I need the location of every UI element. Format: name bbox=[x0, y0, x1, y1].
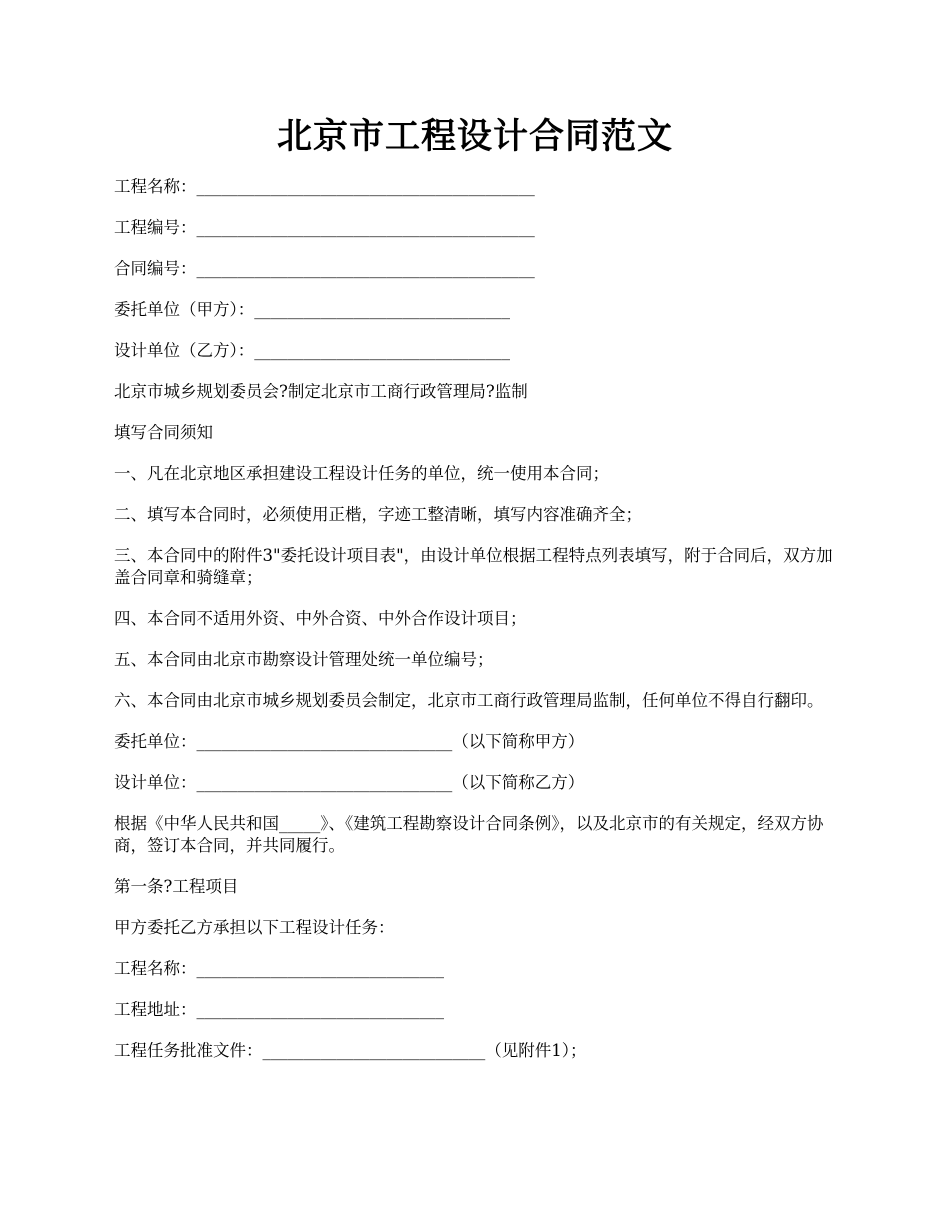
issuer-line: 北京市城乡规划委员会?制定北京市工商行政管理局?监制 bbox=[114, 382, 528, 401]
article-1-intro: 甲方委托乙方承担以下工程设计任务： bbox=[114, 918, 395, 937]
notice-item: 三、本合同中的附件3"委托设计项目表"，由设计单位根据工程特点列表填写，附于合同后，双方加盖合同章和骑缝章； bbox=[114, 546, 833, 587]
notice-item: 四、本合同不适用外资、中外合资、中外合作设计项目； bbox=[114, 609, 527, 628]
notice-heading: 填写合同须知 bbox=[114, 423, 213, 442]
contract-basis: 根据《中华人民共和国_____》、《建筑工程勘察设计合同条例》，以及北京市的有关规定，经双方协商，签订本合同，并共同履行。 bbox=[114, 814, 824, 855]
project-number-field: 工程编号：_________________________________________ bbox=[114, 218, 535, 237]
notice-item: 六、本合同由北京市城乡规划委员会制定，北京市工商行政管理局监制，任何单位不得自行翻印。 bbox=[114, 691, 824, 710]
article-1-project-name: 工程名称：______________________________ bbox=[114, 959, 444, 978]
article-1-approval-document: 工程任务批准文件：___________________________（见附件1）； bbox=[114, 1041, 587, 1060]
contract-number-field: 合同编号：_________________________________________ bbox=[114, 259, 535, 278]
notice-item: 五、本合同由北京市勘察设计管理处统一单位编号； bbox=[114, 650, 494, 669]
document-title: 北京市工程设计合同范文 bbox=[276, 116, 673, 157]
design-unit-field: 设计单位（乙方）：_______________________________ bbox=[114, 341, 510, 360]
project-name-field: 工程名称：_________________________________________ bbox=[114, 177, 535, 196]
document-body bbox=[114, 176, 838, 1081]
notice-item: 一、凡在北京地区承担建设工程设计任务的单位，统一使用本合同； bbox=[114, 464, 609, 483]
article-1-heading: 第一条?工程项目 bbox=[114, 877, 239, 896]
client-unit-field: 委托单位（甲方）：_______________________________ bbox=[114, 300, 510, 319]
notice-item: 二、填写本合同时，必须使用正楷，字迹工整清晰，填写内容准确齐全； bbox=[114, 505, 642, 524]
article-1-project-address: 工程地址：______________________________ bbox=[114, 1000, 444, 1019]
client-party-line: 委托单位：_______________________________（以下简称甲方） bbox=[114, 732, 585, 751]
designer-party-line: 设计单位：_______________________________（以下简称乙方） bbox=[114, 773, 585, 792]
